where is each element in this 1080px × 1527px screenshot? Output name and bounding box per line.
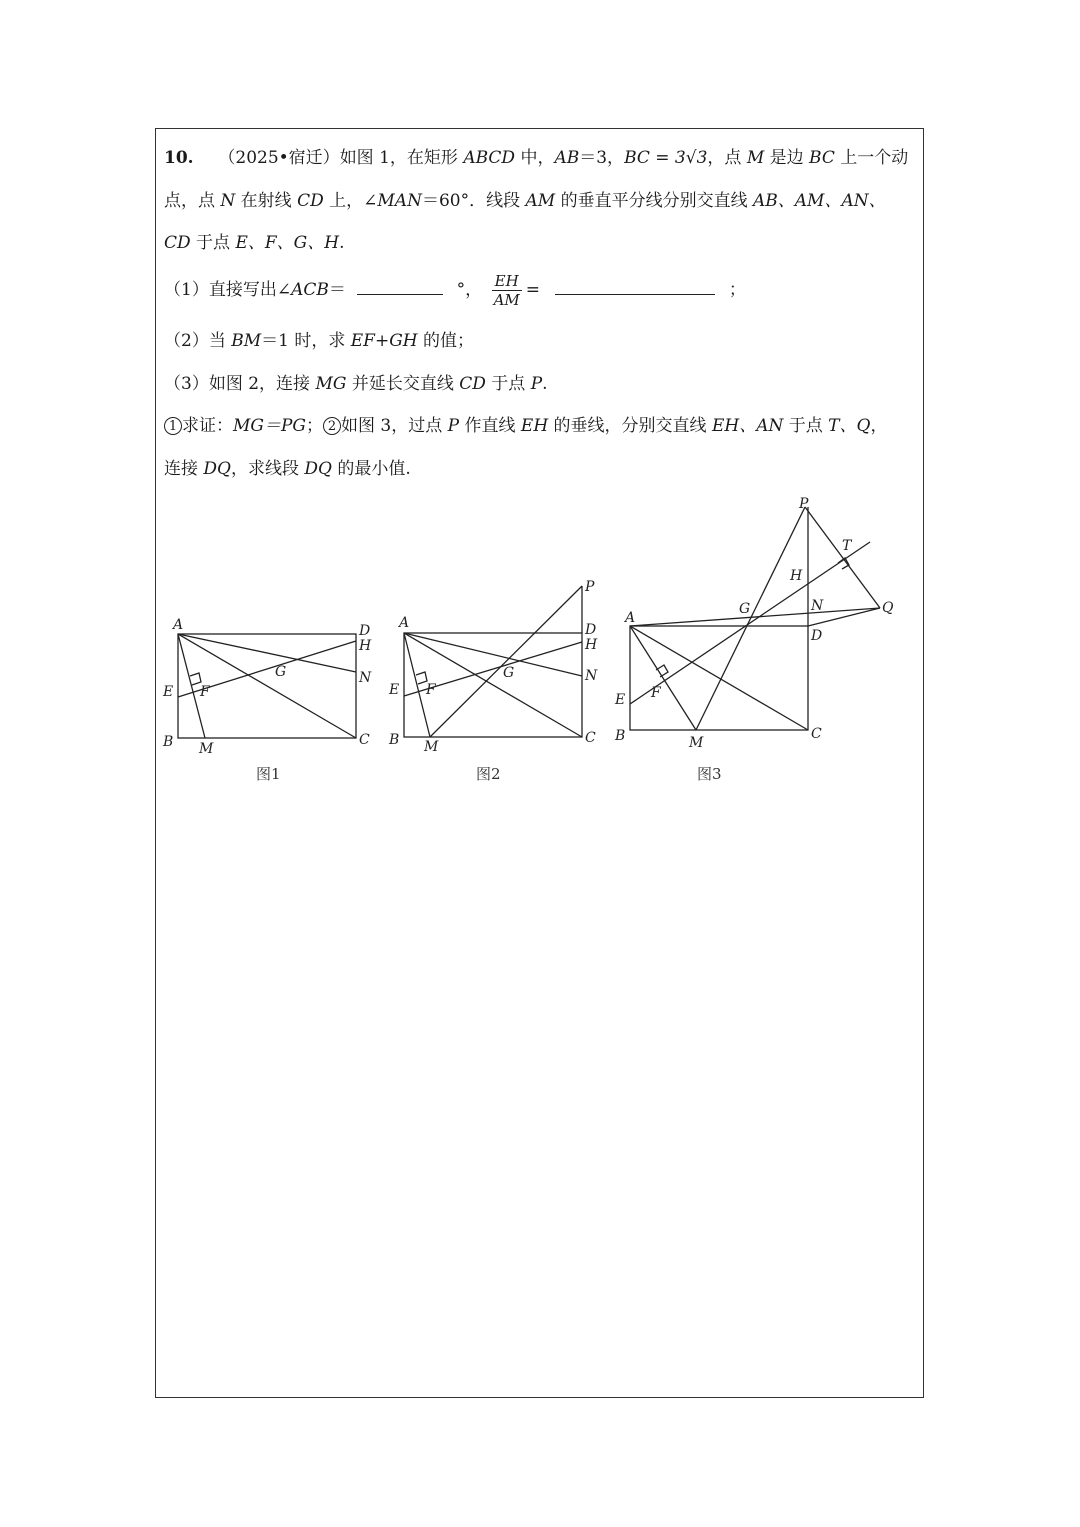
sub-part-line-1: 1 求证：MG＝PG； 2 如图 3，过点 P 作直线 EH 的垂线，分别交直线 EH、AN 于点 T、Q， (164, 411, 887, 436)
fig3-label-b: B (615, 728, 626, 744)
fig2-label-e: E (389, 682, 400, 698)
fig2-label-g: G (503, 665, 515, 681)
fraction-eh-am: $\frac{EH}{AM}$ (493, 272, 520, 309)
fig3-label-a: A (625, 610, 636, 626)
answer-blank-2[interactable] (555, 293, 715, 295)
circled-number-1: 1 (164, 417, 182, 435)
fig3-label-c: C (811, 726, 822, 742)
circled-number-2: 2 (323, 417, 341, 435)
figures (0, 490, 1080, 810)
problem-line-3: CD 于点 E、F、G、H. (164, 233, 345, 253)
fig2-label-a: A (399, 615, 410, 631)
fig3-label-e: E (615, 692, 626, 708)
fig2-label-n: N (585, 668, 598, 684)
fig1-label-c: C (359, 732, 370, 748)
problem-line-2: 点，点 N 在射线 CD 上，∠MAN＝60°．线段 AM 的垂直平分线分别交直线 AB、AM、AN、 (164, 191, 886, 211)
fig2-label-d: D (585, 622, 597, 638)
fig2-label-h: H (585, 637, 598, 653)
fig1-label-g: G (275, 664, 287, 680)
fig3-label-p: P (799, 496, 809, 512)
figure-2 (404, 586, 582, 737)
bc-formula: BC = 3√3 (624, 148, 708, 168)
fig1-label-d: D (359, 623, 371, 639)
fig1-label-a: A (173, 617, 184, 633)
fig3-label-q: Q (882, 600, 894, 616)
part-2: （2）当 BM＝1 时，求 EF+GH 的值； (164, 331, 475, 351)
fig2-label-p: P (585, 579, 595, 595)
fig3-label-h: H (790, 568, 803, 584)
sub-part-line-2: 连接 DQ，求线段 DQ 的最小值. (164, 459, 411, 479)
fig2-label-b: B (389, 732, 400, 748)
fig3-label-d: D (811, 628, 823, 644)
part-1: （1）直接写出∠ACB＝ °， $\frac{EH}{AM}$ = ； (164, 272, 746, 309)
fig3-caption: 图3 (697, 765, 722, 783)
fig3-label-f: F (651, 685, 661, 701)
fig2-label-c: C (585, 730, 596, 746)
fig1-label-h: H (359, 638, 372, 654)
fig3-label-n: N (811, 598, 824, 614)
fig2-label-f: F (426, 682, 436, 698)
fig2-label-m: M (424, 739, 439, 755)
part-3: （3）如图 2，连接 MG 并延长交直线 CD 于点 P. (164, 374, 548, 394)
problem-number: 10. (164, 148, 194, 168)
problem-source: （2025•宿迁） (218, 148, 340, 168)
fig1-label-m: M (199, 741, 214, 757)
fig3-label-t: T (842, 538, 852, 554)
fig1-label-n: N (359, 670, 372, 686)
fig3-label-g: G (739, 601, 751, 617)
fig1-label-e: E (163, 684, 174, 700)
fig2-caption: 图2 (476, 765, 501, 783)
fig1-label-b: B (163, 734, 174, 750)
problem-line-1: 10. （2025•宿迁）如图 1，在矩形 ABCD 中，AB＝3，BC = 3√3，点 M 是边 BC 上一个动 (164, 148, 909, 168)
fig1-label-f: F (200, 684, 210, 700)
fig3-label-m: M (689, 735, 704, 751)
answer-blank-1[interactable] (357, 293, 443, 295)
fig1-caption: 图1 (256, 765, 281, 783)
